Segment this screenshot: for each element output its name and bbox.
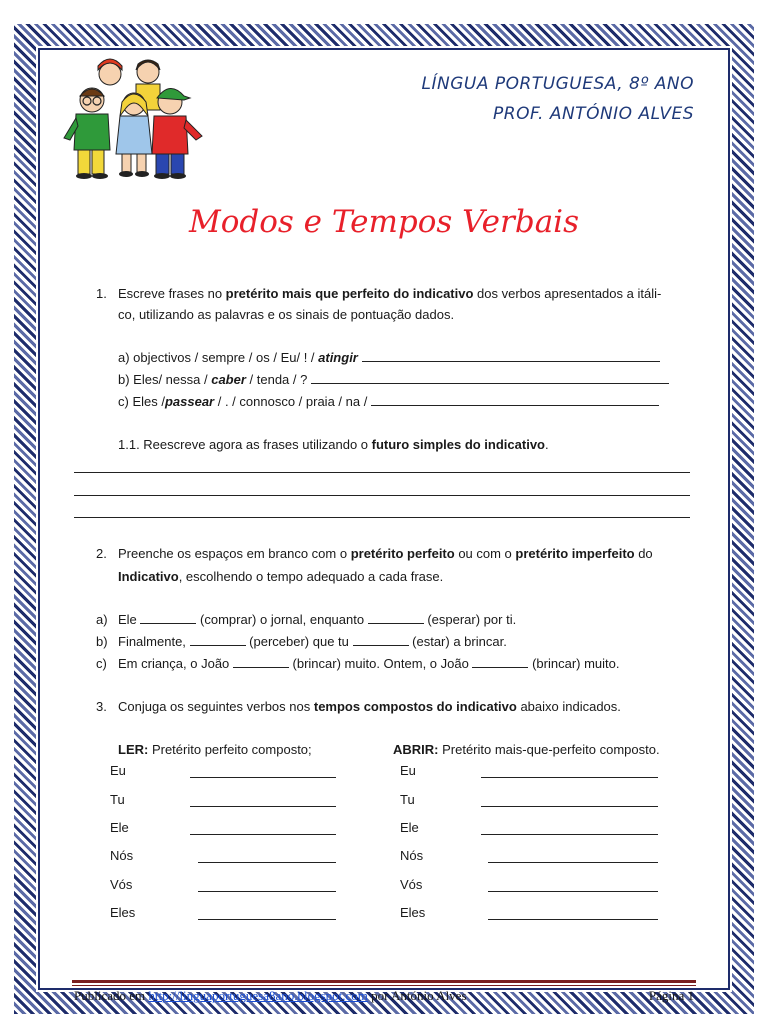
q2-a-text1: Ele: [118, 612, 137, 627]
q1-b-words: b) Eles/ nessa /: [118, 372, 212, 387]
q2-item-c-marker: c): [96, 656, 107, 671]
conjugation-blank[interactable]: [488, 862, 658, 863]
q1-b-verb: caber: [211, 372, 246, 387]
q1-item-b: [118, 372, 669, 388]
header-teacher: PROF. ANTÓNIO ALVES: [493, 104, 694, 124]
q2-b-text1: Finalmente,: [118, 634, 186, 649]
q1-text-end: dos verbos apresentados a itáli-: [473, 286, 662, 301]
q1-subquestion: [118, 437, 549, 453]
pronoun-label: Ele: [110, 820, 129, 835]
footer-divider: [72, 980, 696, 983]
pronoun-label: Eu: [400, 763, 416, 778]
fill-blank[interactable]: [140, 612, 196, 624]
q2-item-a: [118, 612, 516, 628]
q2-instruction-line1: [118, 546, 653, 562]
q2-item-b: [118, 634, 507, 650]
q2-a-text2: (comprar) o jornal, enquanto: [200, 612, 365, 627]
answer-line[interactable]: [74, 517, 690, 518]
pronoun-label: Eu: [110, 763, 126, 778]
conjugation-blank[interactable]: [481, 834, 658, 835]
answer-blank[interactable]: [311, 372, 669, 384]
q2-c-text1: Em criança, o João: [118, 656, 230, 671]
conjugation-blank[interactable]: [198, 919, 336, 920]
pronoun-label: Nós: [400, 848, 424, 863]
page-number: Página 1: [648, 988, 694, 1003]
pronoun-label: Tu: [110, 792, 125, 807]
conjugation-blank[interactable]: [481, 806, 658, 807]
q2-tense-1: pretérito perfeito: [350, 546, 455, 561]
conjugation-blank[interactable]: [198, 891, 336, 892]
q2-text: Preenche os espaços em branco com o: [118, 546, 351, 561]
conjugation-blank[interactable]: [488, 891, 658, 892]
q3-instruction: [118, 699, 621, 715]
q1-tense: pretérito mais que perfeito do indicativo: [225, 286, 474, 301]
q1-item-c: [118, 394, 659, 410]
footer-divider-thin: [72, 985, 696, 986]
q2-tense-2: pretérito imperfeito: [515, 546, 635, 561]
verb-ler: LER:: [118, 742, 149, 757]
q2-a-text3: (esperar) por ti.: [427, 612, 517, 627]
q1-a-verb: atingir: [318, 350, 358, 365]
q1-c-words-end: / . / connosco / praia / na /: [214, 394, 368, 409]
q3-left-heading: [118, 742, 312, 758]
q1-sub-end: .: [545, 437, 549, 452]
footer-published: Publicado em: [74, 988, 149, 1003]
conjugation-blank[interactable]: [488, 919, 658, 920]
fill-blank[interactable]: [353, 634, 409, 646]
q1-instruction-line1: [118, 286, 661, 302]
pronoun-label: Eles: [110, 905, 136, 920]
q2-c-text2: (brincar) muito. Ontem, o João: [292, 656, 469, 671]
q1-b-words-end: / tenda / ?: [245, 372, 308, 387]
q2-instruction-line2: [118, 569, 443, 585]
q1-instruction-line2: co, utilizando as palavras e os sinais de pontuação dados.: [118, 307, 455, 322]
verb-abrir-tense: Pretérito mais-que-perfeito composto.: [438, 742, 660, 757]
answer-line[interactable]: [74, 495, 690, 496]
q2-item-b-marker: b): [96, 634, 108, 649]
answer-line[interactable]: [74, 472, 690, 473]
fill-blank[interactable]: [368, 612, 424, 624]
fill-blank[interactable]: [472, 656, 528, 668]
q3-number: 3.: [96, 699, 107, 714]
q1-item-a: [118, 350, 660, 366]
q2-number: 2.: [96, 546, 107, 561]
q1-sub-tense: futuro simples do indicativo: [371, 437, 545, 452]
answer-blank[interactable]: [362, 350, 660, 362]
fill-blank[interactable]: [233, 656, 289, 668]
q1-c-verb: passear: [164, 394, 215, 409]
conjugation-blank[interactable]: [198, 862, 336, 863]
fill-blank[interactable]: [190, 634, 246, 646]
pronoun-label: Ele: [400, 820, 419, 835]
q1-c-words: c) Eles /: [118, 394, 165, 409]
blog-link[interactable]: http://linguaportuguesa8ano.blogspot.com: [148, 988, 368, 1003]
conjugation-blank[interactable]: [190, 834, 336, 835]
pronoun-label: Eles: [400, 905, 426, 920]
page-frame: [38, 48, 730, 990]
q2-text-mid: ou com o: [454, 546, 516, 561]
pronoun-label: Vós: [110, 877, 133, 892]
q2-text-end: do: [634, 546, 653, 561]
q3-text-end: abaixo indicados.: [516, 699, 621, 714]
q2-b-text2: (perceber) que tu: [249, 634, 349, 649]
pronoun-label: Tu: [400, 792, 415, 807]
header-subject: LÍNGUA PORTUGUESA, 8º ANO: [421, 74, 694, 94]
q2-item-c: [118, 656, 620, 672]
q3-right-heading: [393, 742, 660, 758]
pronoun-label: Vós: [400, 877, 423, 892]
footer-credit: [74, 988, 467, 1004]
verb-ler-tense: Pretérito perfeito composto;: [148, 742, 312, 757]
answer-blank[interactable]: [371, 394, 659, 406]
q2-item-a-marker: a): [96, 612, 108, 627]
q2-c-text3: (brincar) muito.: [532, 656, 620, 671]
conjugation-blank[interactable]: [190, 806, 336, 807]
pronoun-label: Nós: [110, 848, 134, 863]
q2-text-line2: , escolhendo o tempo adequado a cada frase.: [178, 569, 444, 584]
footer-author: por António Alves: [367, 988, 467, 1003]
q1-sub-text: 1.1. Reescreve agora as frases utilizando o: [118, 437, 372, 452]
q1-text: Escreve frases no: [118, 286, 226, 301]
children-illustration: [62, 58, 212, 180]
q3-tense: tempos compostos do indicativo: [313, 699, 517, 714]
conjugation-blank[interactable]: [481, 777, 658, 778]
q3-text: Conjuga os seguintes verbos nos: [118, 699, 314, 714]
q1-a-words: a) objectivos / sempre / os / Eu/ ! /: [118, 350, 319, 365]
q2-mood: Indicativo: [118, 569, 179, 584]
q2-b-text3: (estar) a brincar.: [412, 634, 507, 649]
verb-abrir: ABRIR:: [393, 742, 439, 757]
page-title: Modos e Tempos Verbais: [188, 204, 579, 240]
q1-number: 1.: [96, 286, 107, 301]
conjugation-blank[interactable]: [190, 777, 336, 778]
